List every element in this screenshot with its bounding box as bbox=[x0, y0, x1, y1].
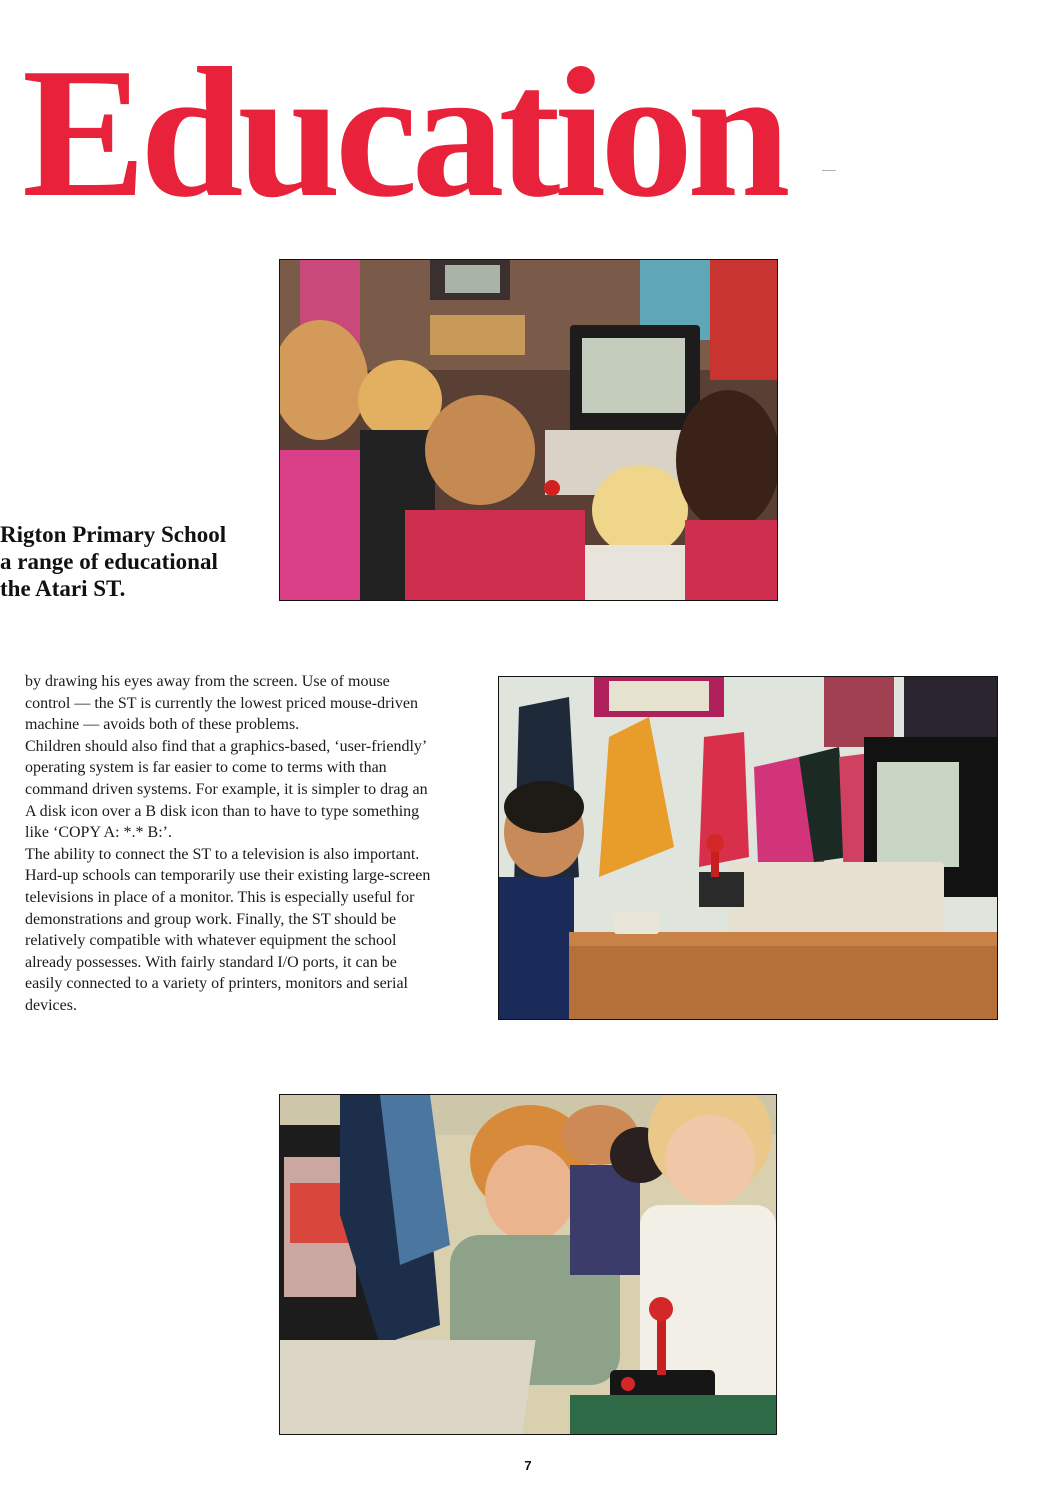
article-line: Children should also find that a graphics-based, ‘user-friendly’ bbox=[25, 737, 428, 755]
article-line: like ‘COPY A: *.* B:’. bbox=[25, 824, 172, 842]
article-line: Hard-up schools can temporarily use their existing large-screen bbox=[25, 867, 431, 885]
photo-children-with-keyboard bbox=[279, 1094, 777, 1435]
caption-line: Rigton Primary School bbox=[0, 522, 227, 547]
photo-children-with-keyboard-image bbox=[280, 1095, 776, 1434]
article-line: control — the ST is currently the lowest priced mouse-driven bbox=[25, 694, 418, 712]
article-line: easily connected to a variety of printers, monitors and serial bbox=[25, 975, 408, 993]
photo-children-at-computer bbox=[279, 259, 778, 601]
article-line: machine — avoids both of these problems. bbox=[25, 716, 300, 734]
caption-line: a range of educational bbox=[0, 549, 218, 574]
photo-children-at-computer-image bbox=[280, 260, 777, 600]
article-line: televisions in place of a monitor. This is especially useful for bbox=[25, 888, 415, 906]
photo-caption bbox=[0, 521, 240, 602]
article-line: operating system is far easier to come to terms with than bbox=[25, 759, 387, 777]
page-title: Education bbox=[22, 30, 785, 236]
caption-line: the Atari ST. bbox=[0, 576, 126, 601]
article-line: A disk icon over a B disk icon than to have to type something bbox=[25, 802, 420, 820]
article-line: by drawing his eyes away from the screen. Use of mouse bbox=[25, 673, 390, 690]
page-number: 7 bbox=[524, 1458, 532, 1473]
article-line: demonstrations and group work. Finally, the ST should be bbox=[25, 910, 397, 928]
photo-boy-with-joystick-image bbox=[499, 677, 997, 1019]
article-line: command driven systems. For example, it is simpler to drag an bbox=[25, 780, 428, 798]
photo-boy-with-joystick bbox=[498, 676, 998, 1020]
article-line: The ability to connect the ST to a television is also important. bbox=[25, 845, 420, 863]
article-line: relatively compatible with whatever equipment the school bbox=[25, 932, 397, 950]
stray-dash-mark bbox=[822, 170, 836, 171]
article-line: already possesses. With fairly standard I/O ports, it can be bbox=[25, 953, 397, 971]
article-line: devices. bbox=[25, 996, 77, 1014]
article-body bbox=[25, 671, 475, 1017]
